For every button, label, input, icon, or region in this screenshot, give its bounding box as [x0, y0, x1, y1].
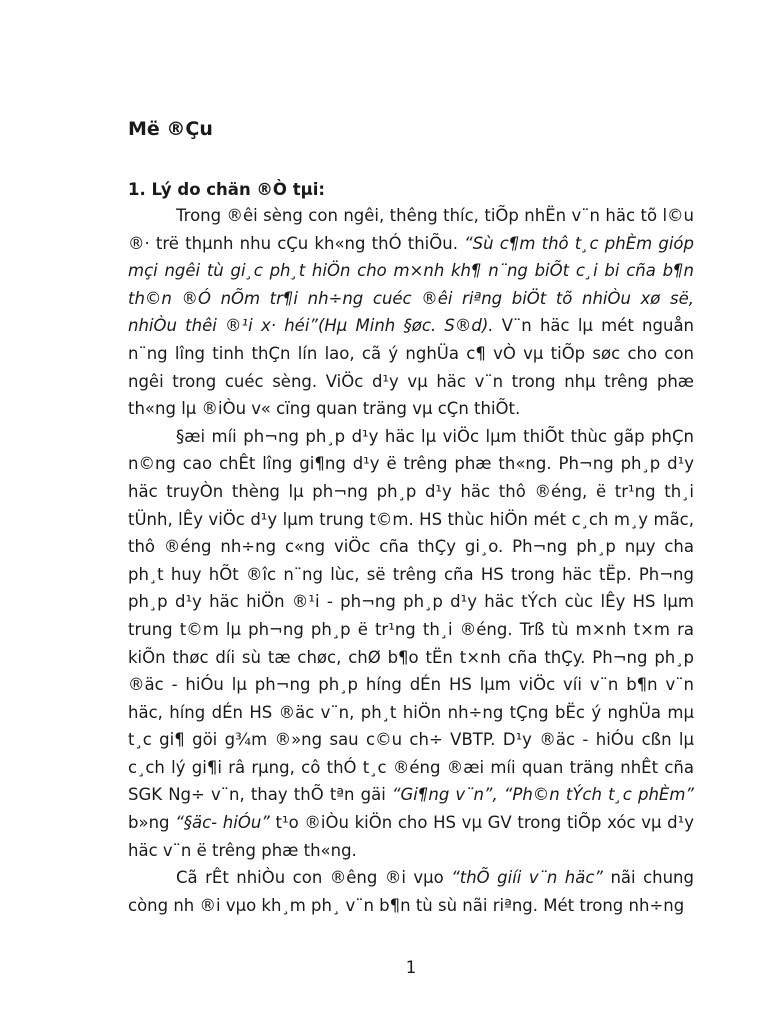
text-run: §æi míi ph¬ng ph¸p d¹y häc lµ viÖc lµm thiÕt thùc gãp phÇn n©ng cao chÊt lîng gi¶ng d¹y ë trêng phæ th«ng. Ph¬ng ph¸p d¹y häc truyÒn thèng lµ ph¬ng ph¸p d¹y häc thô ®éng, ë tr¹ng th¸i tÜnh, lÊy viÖc d¹y lµm trung t©m. HS thùc hiÖn mét c¸ch m¸y mãc, thô ®éng nh÷ng c«ng viÖc cña thÇy gi¸o. Ph¬ng ph¸p nµy cha ph¸t huy hÕt ®îc n¨ng lùc, së trêng cña HS trong häc tËp. Ph¬ng ph¸p d¹y häc hiÖn ®¹i - ph¬ng ph¸p d¹y häc tÝch cùc lÊy HS lµm trung t©m lµ ph¬ng ph¸p ë tr¹ng th¸i ®éng. Trß tù m×nh t×m ra kiÕn thøc díi sù tæ chøc, chØ b¶o tËn t×nh cña thÇy. Ph¬ng ph¸p ®äc - hiÓu lµ ph¬ng ph¸p híng dÉn HS lµm viÖc víi v¨n b¶n v¨n häc, híng dÉn HS ®äc v¨n, ph¸t hiÖn nh÷ng tÇng bËc ý nghÜa mµ t¸c gi¶ göi g¾m ®»ng sau c©u ch÷ VBTP. D¹y ®äc - hiÓu cßn lµ c¸ch lý gi¶i râ rµng, cô thÓ t¸c ®éng ®æi míi quan träng nhÊt cña SGK Ng÷ v¨n, thay thÕ tªn gäi	[128, 426, 694, 805]
text-run: nãi chung còng nh ®i vµo kh¸m ph¸ v¨n b¶n tù sù nãi riªng. Mét trong nh÷ng	[128, 868, 694, 915]
paragraph	[128, 864, 694, 919]
text-run: Trong ®êi sèng con ngêi, thêng thíc, tiÕp nhËn v¨n häc tõ l©u ®· trë thµnh nhu cÇu kh«ng thÓ thiÕu.	[128, 206, 694, 253]
text-run: Cã rÊt nhiÒu con ®êng ®i vµo	[176, 868, 452, 888]
text-run: b»ng	[128, 813, 176, 833]
italic-text-run: “Sù c¶m thô t¸c phÈm gióp mçi ngêi tù gi¸c ph¸t hiÖn cho m×nh kh¶ n¨ng biÕt c¸i bi cña b¶n th©n ®Ó nÕm tr¶i nh÷ng cuéc ®êi riªng biÖt tõ nhiÒu xø së, nhiÒu thêi ®¹i x· héi”(Hµ Minh §øc. S®d).	[128, 233, 694, 336]
italic-text-run: “thÕ giíi v¨n häc”	[451, 868, 603, 888]
text-run: t¹o ®iÒu kiÖn cho HS vµ GV trong tiÕp xóc vµ d¹y häc v¨n ë trêng phæ th«ng.	[128, 813, 695, 860]
italic-text-run: “§äc- hiÓu”	[175, 813, 270, 833]
text-run: V¨n häc lµ mét nguån n¨ng lîng tinh thÇn lín lao, cã ý nghÜa c¶ vÒ vµ tiÕp søc cho con ngêi trong cuéc sèng. ViÖc d¹y vµ häc v¨n trong nhµ trêng phæ th«ng lµ ®iÒu v« cïng quan träng vµ cÇn thiÕt.	[128, 316, 695, 419]
paragraph	[128, 423, 694, 865]
page-number: 1	[405, 958, 417, 977]
paragraph	[128, 202, 694, 423]
section-title: 1. Lý do chän ®Ò tµi:	[128, 180, 325, 199]
document-heading: Më ®Çu	[128, 118, 213, 140]
italic-text-run: “Gi¶ng v¨n”, “Ph©n tÝch t¸c phÈm”	[391, 785, 694, 805]
document-page	[128, 0, 694, 1024]
document-body	[128, 202, 694, 919]
